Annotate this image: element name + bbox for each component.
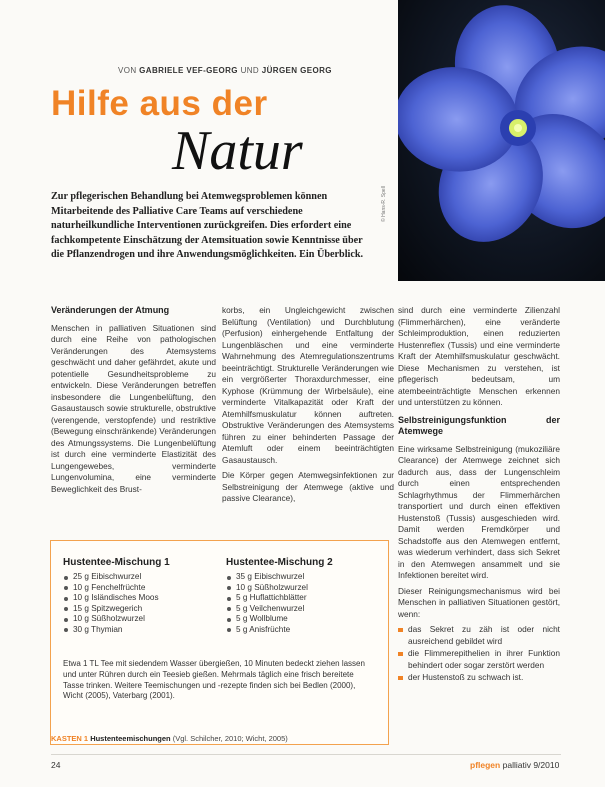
- tea-mix-1: [63, 557, 213, 635]
- byline-prefix: VON: [118, 66, 137, 75]
- column-2-text-2: Die Körper gegen Atemwegsinfektionen zur Selbstreinigung der Atemwege (aktive und passive Clearance),: [222, 470, 394, 503]
- list-item: die Flimmerepithelien in ihrer Funktion behindert oder sogar zerstört werden: [398, 648, 560, 671]
- list-item: 10 g Fenchelfrüchte: [63, 583, 213, 594]
- byline-and: UND: [240, 66, 260, 75]
- column-2-text: korbs, ein Ungleichgewicht zwischen Belüftung (Ventilation) und Durchblutung (Perfusion) einhergehende Entfaltung der Lungenbläschen und eine verminderte Wahrnehmung des Atemregulationszentrums beeinträchtigt. Strukturelle Veränderungen wie ein vergrößerter Thoraxdurchmesser, eine Kyphose (Krümmung der Wirbelsäule), eine verminderte Vitalkapazität oder Kraft der Atemhilfsmuskulatur können auftreten. Obstruktive Veränderungen des Atemsystems führen zu einer behinderten Passage der Atemluft oder einem beeinträchtigten Gasaustausch.: [222, 305, 394, 465]
- list-item: 30 g Thymian: [63, 625, 213, 636]
- title-line-1: Hilfe aus der: [51, 84, 268, 123]
- section-heading-selbstreinigung: Selbstreinigungsfunktion der Atemwege: [398, 414, 560, 436]
- list-item: 10 g Süßholzwurzel: [63, 614, 213, 625]
- box-caption: [51, 734, 288, 743]
- tea-mix-1-list: [63, 572, 213, 635]
- lead-paragraph: Zur pflegerischen Behandlung bei Atemwegsproblemen können Mitarbeitende des Palliative Care Teams auf verschiedene naturheilkundliche Interventionen zurückgreifen. Dies erfordert eine fachkompetente Einschätzung der Atemsituation sowie Kenntnisse über die Pflanzendrogen und ihre Anwendungsmöglichkeiten. Ein Überblick.: [51, 191, 364, 260]
- column-3-text-3: Dieser Reinigungsmechanismus wird bei Menschen in palliativen Situationen gestört, wenn:: [398, 585, 560, 619]
- tea-instructions: Etwa 1 TL Tee mit siedendem Wasser übergießen, 10 Minuten bedeckt ziehen lassen und unter Rühren durch ein Teesieb gießen. Mehrmals täglich eine frisch bereitete Tasse trinken. Weitere Teemischungen und -rezepte finden sich bei Bedlen (2000), Wicht (2005), Vaterbarg (2001).: [63, 659, 365, 701]
- section-heading-atmung: Veränderungen der Atmung: [51, 305, 170, 315]
- page-number: 24: [51, 760, 61, 770]
- journal-name-accent: pflegen: [470, 760, 501, 770]
- column-3: [398, 305, 560, 685]
- box-caption-tag: KASTEN 1: [51, 734, 89, 743]
- tea-recipe-box: [50, 540, 389, 745]
- tea-mix-2-title: Hustentee-Mischung 2: [226, 557, 333, 568]
- tea-mix-2-list: [226, 572, 376, 635]
- list-item: 5 g Anisfrüchte: [226, 625, 376, 636]
- tea-mix-2: [226, 557, 376, 635]
- list-item: 5 g Veilchenwurzel: [226, 604, 376, 615]
- column-2: [222, 305, 394, 509]
- box-caption-title: Hustenteemischungen: [90, 734, 171, 743]
- column-3-text-2: Eine wirksame Selbstreinigung (mukoziliäre Clearance) der Atemwege zeichnet sich dadurch aus, dass der Lungenschleim durch einen entsprechenden Schlagrhythmus der Flimmerhärchen transportiert und durch einen effektiven Hustenstoß (Tussis) ausgeschieden wird. Damit werden Fremdkörper und Schadstoffe aus den Atemwegen entfernt, was wiederum verhindert, dass sich Sekret in den Atemwegen ansammelt und sie Infektionen bereitet wird.: [398, 443, 560, 580]
- author-1: GABRIELE VEF-GEORG: [139, 66, 238, 75]
- footer-divider: [51, 754, 561, 755]
- column-1: [51, 305, 216, 499]
- list-item: 25 g Eibischwurzel: [63, 572, 213, 583]
- list-item: der Hustenstoß zu schwach ist.: [398, 672, 560, 684]
- byline: [118, 66, 332, 75]
- list-item: 10 g Süßholzwurzel: [226, 583, 376, 594]
- list-item: 35 g Eibischwurzel: [226, 572, 376, 583]
- photo-credit: © Hans-R. Spell: [381, 186, 387, 222]
- flax-flower-image: [398, 0, 605, 281]
- column-1-text: Menschen in palliativen Situationen sind durch eine Reihe von pathologischen Veränderungen des Atemsystems geschwächt und daher gefährdet, akute und potentielle Gesundheitsprobleme zu entwickeln. Diese Veränderungen betreffen insbesondere die Lungenbelüftung, den Gasaustausch sowie strukturelle, obstruktive (verengende, verstopfende) und restriktive (Bewegung einschränkende) Veränderungen des Atmungssystems. Die Lungenbelüftung ist durch eine verminderte Elastizität des Lungengewebes, verminderte Lungenvolumina, eine verminderte Beweglichkeit des Brust-: [51, 322, 216, 494]
- journal-name: [470, 760, 559, 770]
- list-item: 5 g Huflattichblätter: [226, 593, 376, 604]
- list-item: 10 g Isländisches Moos: [63, 593, 213, 604]
- list-item: 5 g Wollblume: [226, 614, 376, 625]
- list-item: das Sekret zu zäh ist oder nicht ausreichend gebildet wird: [398, 624, 560, 647]
- list-item: 15 g Spitzwegerich: [63, 604, 213, 615]
- box-caption-source: (Vgl. Schilcher, 2010; Wicht, 2005): [172, 734, 288, 743]
- journal-issue: palliativ 9/2010: [502, 760, 560, 770]
- title-line-2: Natur: [172, 120, 303, 182]
- condition-list: [398, 624, 560, 684]
- author-2: JÜRGEN GEORG: [261, 66, 332, 75]
- column-3-text-1: sind durch eine verminderte Zilienzahl (Flimmerhärchen), eine veränderte Schleimproduktion, einen reduzierten Hustenreflex (Tussis) und eine verminderte Kraft der Atemhilfsmuskulatur geschwächt. Diese Mechanismen zu verstehen, ist pflegerisch bedeutsam, um atembeeinträchtigte Menschen erkennen und unterstützen zu können.: [398, 305, 560, 407]
- flower-photo: [398, 0, 605, 281]
- tea-mix-1-title: Hustentee-Mischung 1: [63, 557, 170, 568]
